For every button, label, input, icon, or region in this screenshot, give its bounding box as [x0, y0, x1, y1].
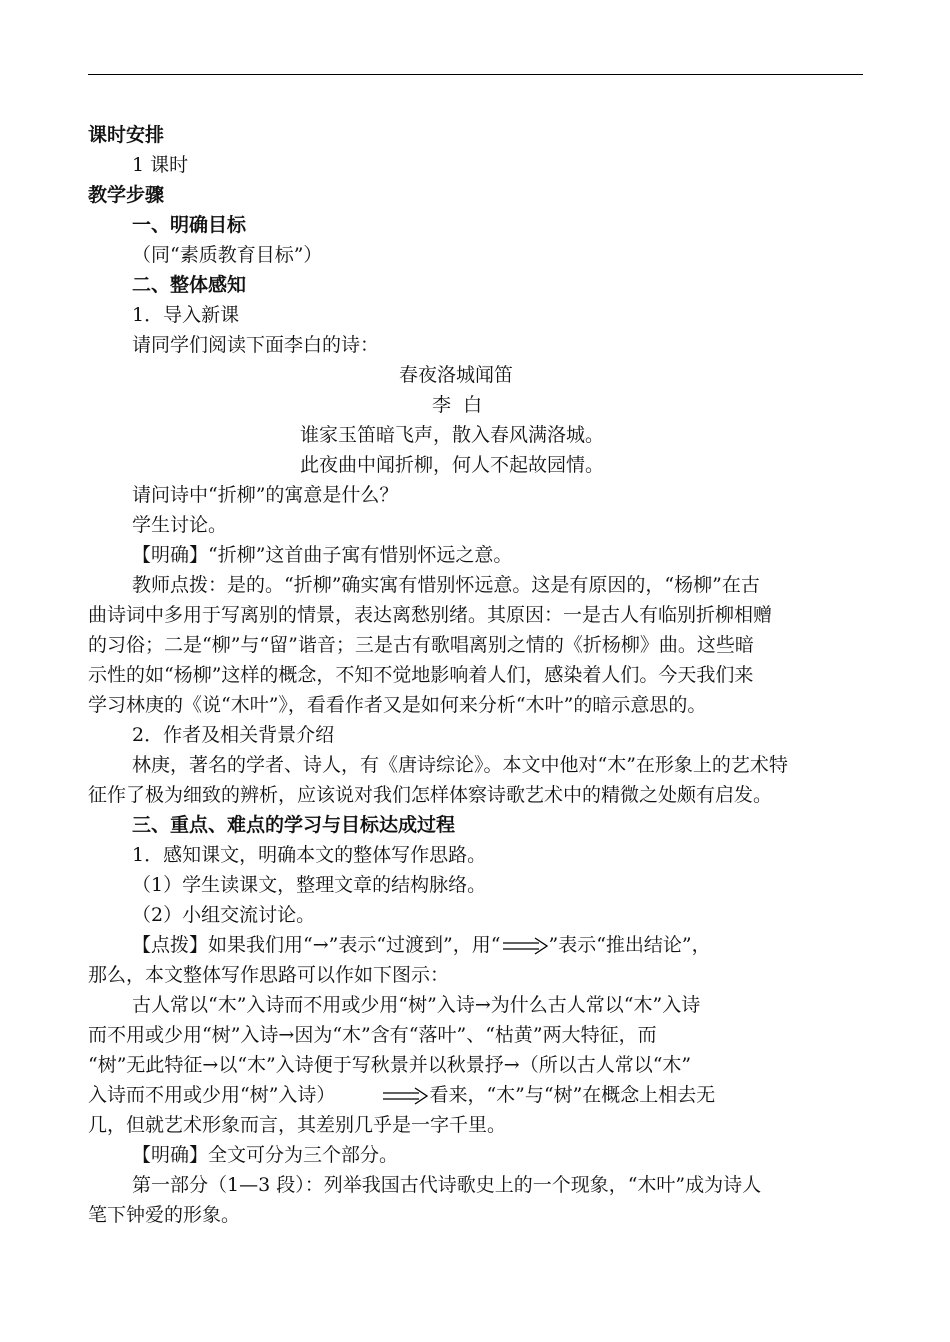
flow-diagram-text	[88, 990, 864, 1140]
part1-description	[88, 1170, 864, 1230]
section1-body: （同“素质教育目标”）	[132, 244, 323, 266]
section3-title: 三、重点、难点的学习与目标达成过程	[132, 814, 456, 836]
section2-sub2: 2．作者及相关背景介绍	[132, 724, 335, 746]
schedule-value: 1 课时	[132, 154, 189, 176]
poem-line-1: 谁家玉笛暗飞声，散入春风满洛城。	[300, 424, 605, 446]
author-line: 征作了极为细致的辨析，应该说对我们怎样体察诗歌艺术中的精微之处颇有启发。	[88, 784, 773, 806]
flow-line-4-b: 看来，“木”与“树”在概念上相去无	[429, 1084, 716, 1106]
section3-item2: （2）小组交流讨论。	[132, 904, 316, 926]
section2-sub1: 1．导入新课	[132, 304, 240, 326]
poem-author: 李 白	[432, 394, 483, 416]
teacher-line: 教师点拨：是的。“折柳”确实寓有惜别怀远意。这是有原因的，“杨柳”在古	[132, 574, 760, 596]
clarify-note: 【明确】“折柳”这首曲子寓有惜别怀远之意。	[132, 544, 513, 566]
student-discussion: 学生讨论。	[132, 514, 228, 536]
steps-heading: 教学步骤	[88, 184, 165, 206]
flow-line-4	[88, 1080, 864, 1110]
poem-question: 请问诗中“折柳”的寓意是什么？	[132, 484, 399, 506]
section2-title: 二、整体感知	[132, 274, 247, 296]
author-line: 林庚，著名的学者、诗人，有《唐诗综论》。本文中他对“木”在形象上的艺术特	[132, 754, 788, 776]
flow-line: “树”无此特征→以“木”入诗便于写秋景并以秋景抒→（所以古人常以“木”	[88, 1054, 692, 1076]
flow-line: 而不用或少用“树”入诗→因为“木”含有“落叶”、“枯黄”两大特征，而	[88, 1024, 657, 1046]
part1-line: 第一部分（1—3 段）：列举我国古代诗歌史上的一个现象，“木叶”成为诗人	[132, 1174, 762, 1196]
section1-title: 一、明确目标	[132, 214, 247, 236]
teacher-line: 的习俗；二是“柳”与“留”谐音；三是古有歌唱离别之情的《折杨柳》曲。这些暗	[88, 634, 754, 656]
section3-item1: （1）学生读课文，整理文章的结构脉络。	[132, 874, 487, 896]
poem-title: 春夜洛城闻笛	[399, 364, 514, 386]
header-rule	[88, 74, 863, 75]
author-background	[88, 750, 864, 810]
teacher-commentary	[88, 570, 864, 720]
clarify-note-2: 【明确】全文可分为三个部分。	[132, 1144, 399, 1166]
teacher-line: 学习林庚的《说“木叶”》，看看作者又是如何来分析“木叶”的暗示意思的。	[88, 694, 707, 716]
tip-text-b: ”表示“推出结论”，	[548, 934, 711, 956]
section3-sub1: 1．感知课文，明确本文的整体写作思路。	[132, 844, 487, 866]
teacher-line: 曲诗词中多用于写离别的情景，表达离愁别绪。其原因：一是古人有临别折柳相赠	[88, 604, 773, 626]
tip-line	[88, 930, 864, 960]
flow-line-5: 几，但就艺术形象而言，其差别几乎是一字千里。	[88, 1114, 507, 1136]
flow-line-4-a: 入诗而不用或少用“树”入诗）	[88, 1084, 336, 1106]
teacher-line: 示性的如“杨柳”这样的概念，不知不觉地影响着人们，感染着人们。今天我们来	[88, 664, 754, 686]
part1-line: 笔下钟爱的形象。	[88, 1204, 241, 1226]
document-body	[88, 120, 864, 1230]
tip-text-a: 【点拨】如果我们用“→”表示“过渡到”，用“	[132, 934, 501, 956]
poem-intro: 请同学们阅读下面李白的诗：	[132, 334, 380, 356]
poem-line-2: 此夜曲中闻折柳，何人不起故园情。	[300, 454, 605, 476]
schedule-heading: 课时安排	[88, 124, 165, 146]
double-arrow-icon	[381, 1088, 429, 1104]
flow-line: 古人常以“木”入诗而不用或少用“树”入诗→为什么古人常以“木”入诗	[132, 994, 701, 1016]
tip-line-2: 那么，本文整体写作思路可以作如下图示：	[88, 964, 450, 986]
double-arrow-icon	[501, 938, 549, 954]
